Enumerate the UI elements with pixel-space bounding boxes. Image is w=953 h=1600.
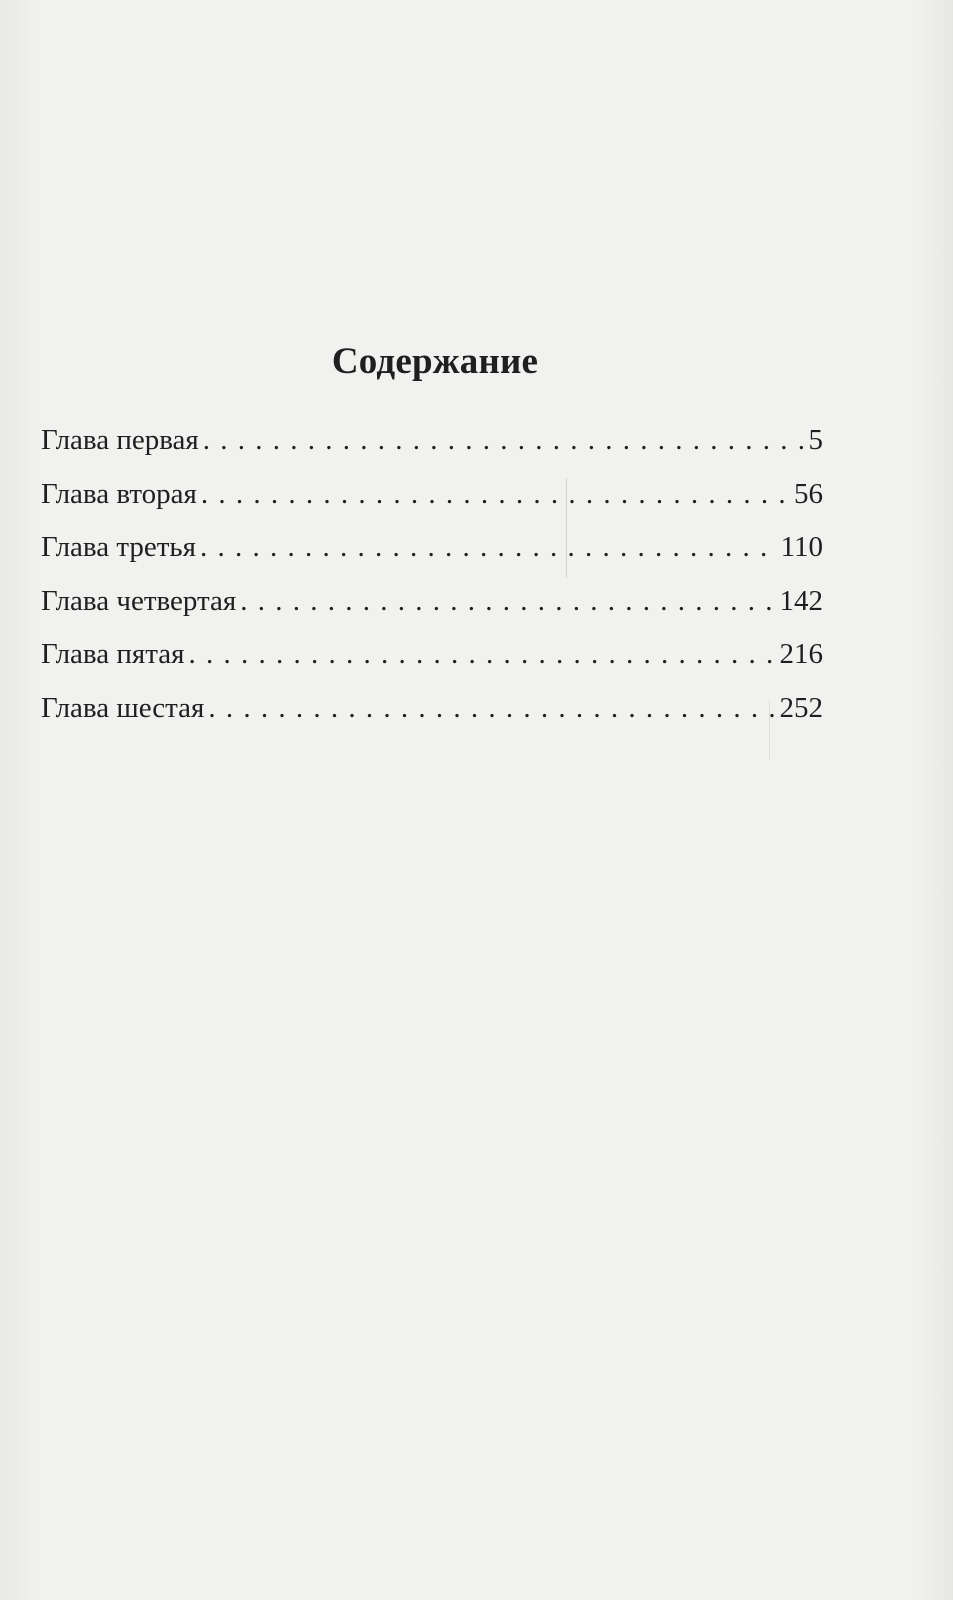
dot-leader bbox=[201, 474, 792, 514]
toc-entry-label: Глава первая bbox=[41, 424, 199, 456]
toc-entry-page-number: 216 bbox=[779, 638, 823, 670]
toc-entry-page-number: 252 bbox=[779, 691, 823, 724]
toc-entry-chapter-1 bbox=[41, 420, 823, 474]
toc-entry-chapter-2 bbox=[41, 474, 823, 528]
dot-leader bbox=[188, 634, 777, 674]
toc-entry-chapter-3 bbox=[41, 527, 823, 581]
toc-entry-label: Глава вторая bbox=[41, 477, 197, 510]
dot-leader bbox=[208, 688, 777, 728]
toc-entry-label: Глава третья bbox=[41, 531, 196, 563]
toc-entry-page-number: 5 bbox=[808, 424, 823, 456]
dot-leader bbox=[200, 527, 779, 567]
toc-entry-chapter-4 bbox=[41, 581, 823, 635]
toc-entry-label: Глава шестая bbox=[41, 691, 205, 724]
toc-entry-chapter-5 bbox=[41, 634, 823, 688]
toc-entry-label: Глава пятая bbox=[41, 638, 185, 670]
toc-entry-page-number: 142 bbox=[779, 584, 823, 617]
dot-leader bbox=[203, 420, 803, 460]
dot-leader bbox=[240, 581, 777, 621]
toc-entry-page-number: 56 bbox=[794, 477, 823, 510]
table-of-contents bbox=[41, 420, 823, 741]
toc-entry-page-number: 110 bbox=[780, 531, 823, 563]
toc-entry-chapter-6 bbox=[41, 688, 823, 742]
page-title: Содержание bbox=[331, 341, 539, 382]
toc-entry-label: Глава четвертая bbox=[41, 584, 237, 617]
